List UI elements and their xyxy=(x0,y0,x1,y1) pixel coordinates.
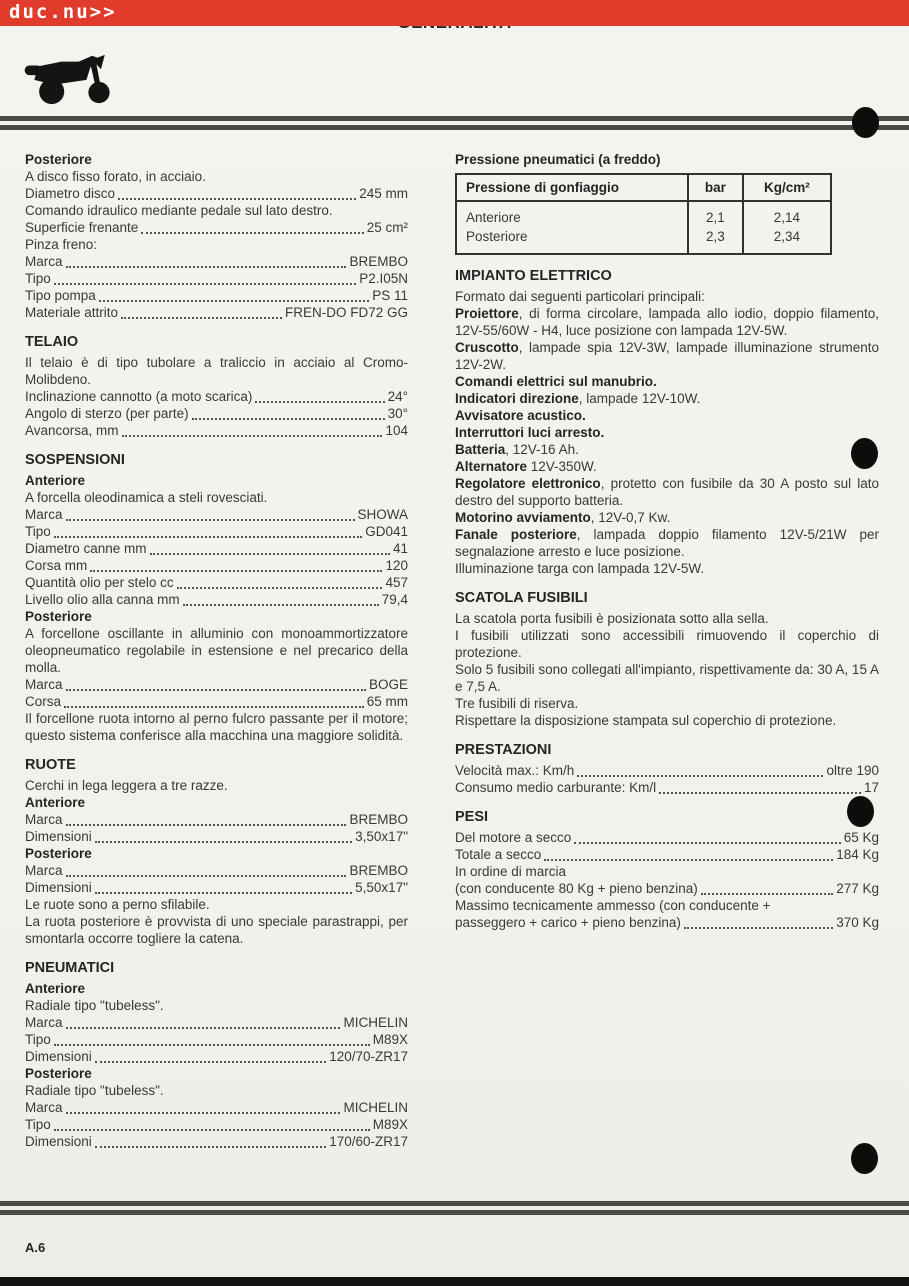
dot-leader xyxy=(255,397,384,403)
paragraph: A forcellone oscillante in alluminio con monoammortizzatore oleopneumatico regolabile in estensione e nel precarico della molla. xyxy=(25,626,408,675)
spec-row xyxy=(25,828,408,845)
section-heading: PNEUMATICI xyxy=(25,960,115,976)
spec-row xyxy=(25,422,408,439)
paragraph: Regolatore elettronico, protetto con fusibile da 30 A posto sul lato destro del supporto batteria. xyxy=(455,476,880,508)
spec-row xyxy=(25,287,408,304)
paragraph: I fusibili utilizzati sono accessibili rimuovendo il coperchio di protezione. xyxy=(455,628,879,660)
table-cell: 2,1 xyxy=(688,201,743,227)
subsection-heading: Anteriore xyxy=(25,473,86,488)
spec-value: 79,4 xyxy=(381,592,408,607)
spec-label: Consumo medio carburante: Km/l xyxy=(455,780,657,795)
dot-leader xyxy=(118,194,356,200)
left-column xyxy=(25,151,408,1150)
paragraph: A forcella oleodinamica a steli rovesciati. xyxy=(25,490,268,505)
spec-row xyxy=(455,779,879,796)
spec-value: 25 cm² xyxy=(366,220,408,235)
dot-leader xyxy=(66,515,355,521)
section-heading: PRESTAZIONI xyxy=(455,742,552,758)
paragraph: Pinza freno: xyxy=(25,237,98,252)
dot-leader xyxy=(66,1108,341,1114)
table-header-cell: Pressione di gonfiaggio xyxy=(456,174,688,201)
spec-value: GD041 xyxy=(365,524,408,539)
spec-value: BREMBO xyxy=(349,254,408,269)
subsection-heading: Posteriore xyxy=(25,609,92,624)
spec-value: SHOWA xyxy=(357,507,408,522)
paragraph: Comandi elettrici sul manubrio. xyxy=(455,374,657,389)
paragraph: A disco fisso forato, in acciaio. xyxy=(25,169,206,184)
paragraph: Massimo tecnicamente ammesso (con conducente + xyxy=(455,898,771,913)
spec-label: passeggero + carico + pieno benzina) xyxy=(455,915,681,930)
spec-row xyxy=(25,557,408,574)
spec-label: Marca xyxy=(25,863,63,878)
spec-row xyxy=(455,762,879,779)
paragraph: Motorino avviamento, 12V-0,7 Kw. xyxy=(455,510,671,525)
spec-value: 120/70-ZR17 xyxy=(329,1049,408,1064)
spec-value: BREMBO xyxy=(349,812,408,827)
spec-row xyxy=(25,185,408,202)
dot-leader xyxy=(95,888,352,894)
paragraph: Illuminazione targa con lampada 12V-5W. xyxy=(455,561,705,576)
spec-label: Angolo di sterzo (per parte) xyxy=(25,406,189,421)
tyre-pressure-table xyxy=(455,173,832,255)
spec-value: 41 xyxy=(392,541,408,556)
spec-row xyxy=(455,880,879,897)
section-heading: TELAIO xyxy=(25,334,79,350)
spec-label: Tipo xyxy=(25,524,51,539)
spec-label: Del motore a secco xyxy=(455,830,572,845)
spec-row xyxy=(455,829,879,846)
spec-value: oltre 190 xyxy=(826,763,879,778)
section-heading: PESI xyxy=(455,809,489,825)
dot-leader xyxy=(64,702,364,708)
table-header-row xyxy=(456,174,831,201)
section-heading: IMPIANTO ELETTRICO xyxy=(455,268,612,284)
binder-hole-icon xyxy=(851,438,878,469)
rule-bar xyxy=(0,1210,909,1215)
spec-value: 277 Kg xyxy=(836,881,879,896)
section-heading: SCATOLA FUSIBILI xyxy=(455,590,588,606)
dot-leader xyxy=(684,923,833,929)
dot-leader xyxy=(544,855,833,861)
dot-leader xyxy=(54,279,356,285)
subsection-heading: Anteriore xyxy=(25,795,86,810)
spec-value: PS 11 xyxy=(372,288,408,303)
spec-label: Corsa mm xyxy=(25,558,88,573)
spec-row xyxy=(25,811,408,828)
spec-value: 370 Kg xyxy=(836,915,879,930)
spec-value: 3,50x17" xyxy=(355,829,408,844)
table-row xyxy=(456,201,831,227)
spec-row xyxy=(25,388,408,405)
spec-value: BOGE xyxy=(368,677,408,692)
dot-leader xyxy=(54,532,362,538)
right-column-blocks xyxy=(455,268,879,931)
dot-leader xyxy=(54,1040,370,1046)
divider-rule-bottom xyxy=(0,1201,909,1219)
spec-label: Dimensioni xyxy=(25,1134,92,1149)
dot-leader xyxy=(54,1125,370,1131)
spec-row xyxy=(25,879,408,896)
dot-leader xyxy=(574,838,840,844)
spec-label: Materiale attrito xyxy=(25,305,119,320)
paragraph: Rispettare la disposizione stampata sul coperchio di protezione. xyxy=(455,713,837,728)
paragraph: Radiale tipo "tubeless". xyxy=(25,1083,164,1098)
dot-leader xyxy=(659,788,861,794)
spec-row xyxy=(25,591,408,608)
spec-value: 65 mm xyxy=(366,694,408,709)
paragraph: Cerchi in lega leggera a tre razze. xyxy=(25,778,228,793)
spec-value: 65 Kg xyxy=(843,830,879,845)
spec-label: Marca xyxy=(25,1015,63,1030)
binder-hole-icon xyxy=(852,107,879,138)
spec-value: 457 xyxy=(385,575,408,590)
paragraph: Interruttori luci arresto. xyxy=(455,425,605,440)
dot-leader xyxy=(66,871,347,877)
spec-label: Velocità max.: Km/h xyxy=(455,763,575,778)
spec-row xyxy=(25,574,408,591)
dot-leader xyxy=(66,685,366,691)
spec-label: Inclinazione cannotto (a moto scarica) xyxy=(25,389,253,404)
dot-leader xyxy=(122,431,383,437)
spec-row xyxy=(455,846,879,863)
spec-label: Tipo pompa xyxy=(25,288,96,303)
spec-row xyxy=(455,914,879,931)
spec-value: 17 xyxy=(863,780,879,795)
spec-value: M89X xyxy=(372,1032,408,1047)
dot-leader xyxy=(141,228,363,234)
spec-value: P2.I05N xyxy=(359,271,408,286)
paragraph: Tre fusibili di riserva. xyxy=(455,696,579,711)
spec-row xyxy=(25,1116,408,1133)
subsection-heading: Posteriore xyxy=(25,846,92,861)
spec-label: Dimensioni xyxy=(25,829,92,844)
spec-label: Quantità olio per stelo cc xyxy=(25,575,174,590)
spec-row xyxy=(25,506,408,523)
dot-leader xyxy=(121,313,282,319)
spec-label: Marca xyxy=(25,1100,63,1115)
spec-value: 24° xyxy=(387,389,408,404)
spec-row xyxy=(25,1014,408,1031)
spec-row xyxy=(25,540,408,557)
binder-hole-icon xyxy=(847,796,874,827)
spec-label: Corsa xyxy=(25,694,62,709)
paragraph: Alternatore 12V-350W. xyxy=(455,459,597,474)
rule-bar xyxy=(0,1201,909,1206)
motorcycle-icon xyxy=(22,50,120,106)
table-cell: 2,34 xyxy=(743,227,831,254)
rule-bar xyxy=(0,125,909,130)
table-cell: Anteriore xyxy=(456,201,688,227)
spec-row xyxy=(25,219,408,236)
spec-label: Avancorsa, mm xyxy=(25,423,119,438)
spec-value: 120 xyxy=(385,558,408,573)
spec-value: 170/60-ZR17 xyxy=(329,1134,408,1149)
page-number: A.6 xyxy=(25,1240,46,1255)
spec-label: Tipo xyxy=(25,271,51,286)
table-cell: Posteriore xyxy=(456,227,688,254)
spec-row xyxy=(25,1099,408,1116)
subsection-heading: Posteriore xyxy=(25,152,92,167)
paragraph: Comando idraulico mediante pedale sul lato destro. xyxy=(25,203,333,218)
spec-label: Marca xyxy=(25,677,63,692)
section-heading: SOSPENSIONI xyxy=(25,452,125,468)
spec-label: Superficie frenante xyxy=(25,220,139,235)
spec-row xyxy=(25,1031,408,1048)
paragraph: Il forcellone ruota intorno al perno fulcro passante per il motore; questo sistema conferisce alla macchina una maggiore solidità. xyxy=(25,711,408,743)
subsection-heading: Posteriore xyxy=(25,1066,92,1081)
paragraph: Proiettore, di forma circolare, lampada allo iodio, doppio filamento, 12V-55/60W - H4, luce posizione con lampada 12V-5W. xyxy=(455,306,879,338)
dot-leader xyxy=(95,1057,326,1063)
paragraph: Le ruote sono a perno sfilabile. xyxy=(25,897,210,912)
spec-row xyxy=(25,523,408,540)
dot-leader xyxy=(701,889,833,895)
paragraph: Solo 5 fusibili sono collegati all'impianto, rispettivamente da: 30 A, 15 A e 7,5 A. xyxy=(455,662,879,694)
table-cell: 2,14 xyxy=(743,201,831,227)
spec-label: Diametro canne mm xyxy=(25,541,147,556)
spec-value: 184 Kg xyxy=(836,847,879,862)
spec-row xyxy=(25,253,408,270)
paragraph: Cruscotto, lampade spia 12V-3W, lampade illuminazione strumento 12V-2W. xyxy=(455,340,879,372)
spec-label: Livello olio alla canna mm xyxy=(25,592,180,607)
spec-row xyxy=(25,1048,408,1065)
spec-value: MICHELIN xyxy=(343,1015,408,1030)
subsection-heading: Anteriore xyxy=(25,981,86,996)
dot-leader xyxy=(95,837,352,843)
spec-value: 5,50x17" xyxy=(355,880,408,895)
spec-row xyxy=(25,1133,408,1150)
paragraph: Il telaio è di tipo tubolare a traliccio in acciaio al Cromo-Molibdeno. xyxy=(25,355,408,387)
spec-row xyxy=(25,862,408,879)
spec-row xyxy=(25,270,408,287)
table-row xyxy=(456,227,831,254)
spec-value: BREMBO xyxy=(349,863,408,878)
spec-value: 245 mm xyxy=(359,186,408,201)
dot-leader xyxy=(177,583,383,589)
bottom-edge-bar xyxy=(0,1277,909,1286)
spec-label: (con conducente 80 Kg + pieno benzina) xyxy=(455,881,698,896)
spec-label: Dimensioni xyxy=(25,1049,92,1064)
spec-value: 104 xyxy=(385,423,408,438)
table-header-cell: bar xyxy=(688,174,743,201)
dot-leader xyxy=(66,1023,341,1029)
spec-value: M89X xyxy=(372,1117,408,1132)
rule-bar xyxy=(0,116,909,121)
spec-label: Dimensioni xyxy=(25,880,92,895)
right-column xyxy=(455,151,879,931)
spec-value: MICHELIN xyxy=(343,1100,408,1115)
table-header-cell: Kg/cm² xyxy=(743,174,831,201)
dot-leader xyxy=(183,600,379,606)
dot-leader xyxy=(150,549,390,555)
spec-label: Marca xyxy=(25,507,63,522)
ducnu-logo: duc.nu>> xyxy=(9,1,117,23)
divider-rule-top xyxy=(0,116,909,134)
spec-row xyxy=(25,693,408,710)
dot-leader xyxy=(66,262,347,268)
paragraph: Radiale tipo "tubeless". xyxy=(25,998,164,1013)
spec-label: Totale a secco xyxy=(455,847,542,862)
spec-row xyxy=(25,304,408,321)
table-title: Pressione pneumatici (a freddo) xyxy=(455,152,661,167)
dot-leader xyxy=(90,566,382,572)
paragraph: Formato dai seguenti particolari principali: xyxy=(455,289,705,304)
spec-label: Marca xyxy=(25,254,63,269)
dot-leader xyxy=(192,414,385,420)
spec-label: Diametro disco xyxy=(25,186,116,201)
paragraph: Avvisatore acustico. xyxy=(455,408,586,423)
dot-leader xyxy=(577,771,823,777)
dot-leader xyxy=(99,296,369,302)
paragraph: La scatola porta fusibili è posizionata sotto alla sella. xyxy=(455,611,769,626)
dot-leader xyxy=(66,820,347,826)
paragraph: Indicatori direzione, lampade 12V-10W. xyxy=(455,391,701,406)
spec-label: Tipo xyxy=(25,1032,51,1047)
spec-row xyxy=(25,676,408,693)
dot-leader xyxy=(95,1142,326,1148)
brand-banner xyxy=(0,0,909,26)
paragraph: La ruota posteriore è provvista di uno speciale parastrappi, per smontarla occorre togliere la catena. xyxy=(25,914,408,946)
paragraph: In ordine di marcia xyxy=(455,864,567,879)
binder-hole-icon xyxy=(851,1143,878,1174)
spec-label: Marca xyxy=(25,812,63,827)
spec-row xyxy=(25,405,408,422)
section-heading: RUOTE xyxy=(25,757,76,773)
paragraph: Batteria, 12V-16 Ah. xyxy=(455,442,579,457)
paragraph: Fanale posteriore, lampada doppio filamento 12V-5/21W per segnalazione arresto e luce posizione. xyxy=(455,527,879,559)
spec-value: 30° xyxy=(387,406,408,421)
spec-value: FREN-DO FD72 GG xyxy=(284,305,408,320)
spec-label: Tipo xyxy=(25,1117,51,1132)
table-cell: 2,3 xyxy=(688,227,743,254)
